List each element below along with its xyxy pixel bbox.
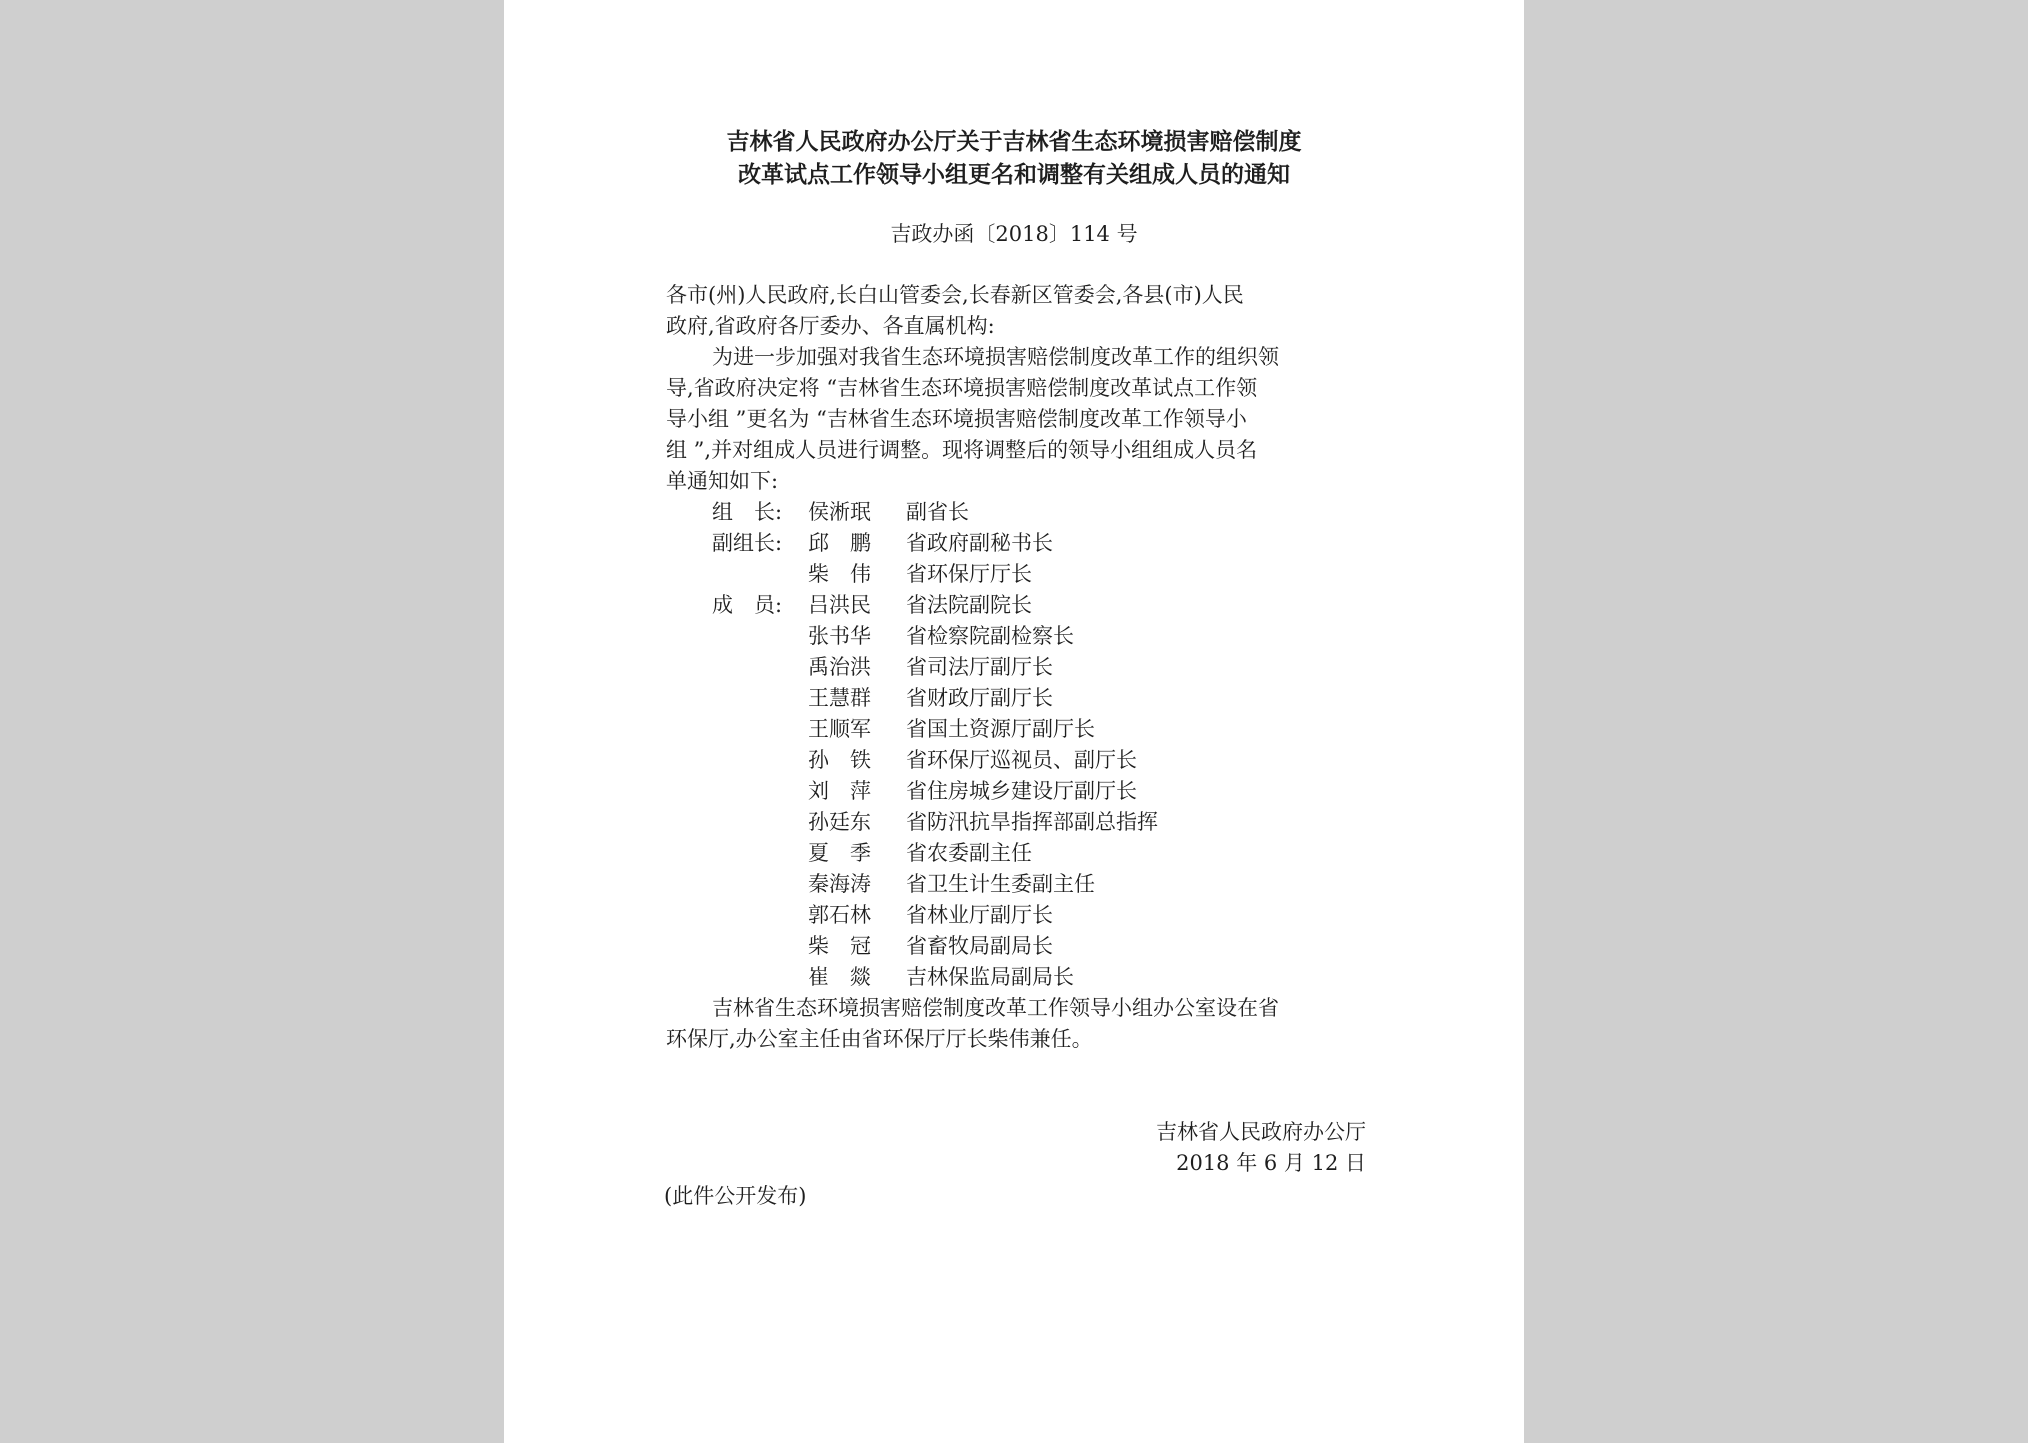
roster-name: 秦海涛 (808, 872, 871, 896)
document-title-line-1: 吉林省人民政府办公厅关于吉林省生态环境损害赔偿制度 (726, 128, 1302, 155)
roster-name: 郭石林 (808, 903, 871, 927)
roster-label: 成 员: (712, 593, 783, 617)
body-line-3: 导小组 ”更名为 “吉林省生态环境损害赔偿制度改革工作领导小 (666, 407, 1247, 431)
roster-name: 张书华 (808, 624, 871, 648)
roster-post: 省环保厅巡视员、副厅长 (906, 748, 1137, 772)
addressee-line-2: 政府,省政府各厅委办、各直属机构: (666, 314, 995, 338)
roster-post: 省农委副主任 (906, 841, 1032, 865)
body-line-5: 单通知如下: (666, 469, 779, 493)
office-line-1: 吉林省生态环境损害赔偿制度改革工作领导小组办公室设在省 (712, 996, 1279, 1020)
roster-name: 邱 鹏 (808, 531, 871, 555)
roster-post: 副省长 (906, 500, 969, 524)
roster-label: 组 长: (712, 500, 783, 524)
roster-post: 省防汛抗旱指挥部副总指挥 (906, 810, 1158, 834)
roster-post: 省财政厅副厅长 (906, 686, 1053, 710)
roster-post: 省卫生计生委副主任 (906, 872, 1095, 896)
roster-name: 侯淅珉 (808, 500, 871, 524)
office-line-2: 环保厅,办公室主任由省环保厅厅长柴伟兼任。 (666, 1027, 1093, 1051)
signature-date: 2018 年 6 月 12 日 (1176, 1151, 1366, 1175)
roster-post: 省畜牧局副局长 (906, 934, 1053, 958)
roster-post: 省林业厅副厅长 (906, 903, 1053, 927)
roster-name: 夏 季 (808, 841, 871, 865)
roster-post: 省检察院副检察长 (906, 624, 1074, 648)
roster-post: 省法院副院长 (906, 593, 1032, 617)
roster-post: 吉林保监局副局长 (906, 965, 1074, 989)
roster-name: 吕洪民 (808, 593, 871, 617)
roster-name: 禹治洪 (808, 655, 871, 679)
document-title-line-2: 改革试点工作领导小组更名和调整有关组成人员的通知 (738, 161, 1290, 188)
body-line-1: 为进一步加强对我省生态环境损害赔偿制度改革工作的组织领 (712, 345, 1279, 369)
roster-label: 副组长: (712, 531, 783, 555)
body-line-2: 导,省政府决定将 “吉林省生态环境损害赔偿制度改革试点工作领 (666, 376, 1258, 400)
roster-post: 省政府副秘书长 (906, 531, 1053, 555)
roster-name: 王慧群 (808, 686, 871, 710)
roster-name: 孙廷东 (808, 810, 871, 834)
document-number: 吉政办函〔2018〕114 号 (890, 222, 1138, 246)
roster-name: 刘 萍 (808, 779, 871, 803)
roster-post: 省司法厅副厅长 (906, 655, 1053, 679)
roster-name: 孙 铁 (808, 748, 871, 772)
roster-name: 王顺军 (808, 717, 871, 741)
document-page (504, 0, 1524, 1443)
publication-note: (此件公开发布) (664, 1184, 807, 1208)
roster-name: 柴 伟 (808, 562, 871, 586)
body-line-4: 组 ”,并对组成人员进行调整。现将调整后的领导小组组成人员名 (666, 438, 1258, 462)
addressee-line-1: 各市(州)人民政府,长白山管委会,长春新区管委会,各县(市)人民 (666, 283, 1244, 307)
roster-name: 柴 冠 (808, 934, 871, 958)
roster-post: 省住房城乡建设厅副厅长 (906, 779, 1137, 803)
signature-organization: 吉林省人民政府办公厅 (1156, 1120, 1366, 1144)
roster-name: 崔 燚 (808, 965, 871, 989)
roster-post: 省环保厅厅长 (906, 562, 1032, 586)
roster-post: 省国土资源厅副厅长 (906, 717, 1095, 741)
